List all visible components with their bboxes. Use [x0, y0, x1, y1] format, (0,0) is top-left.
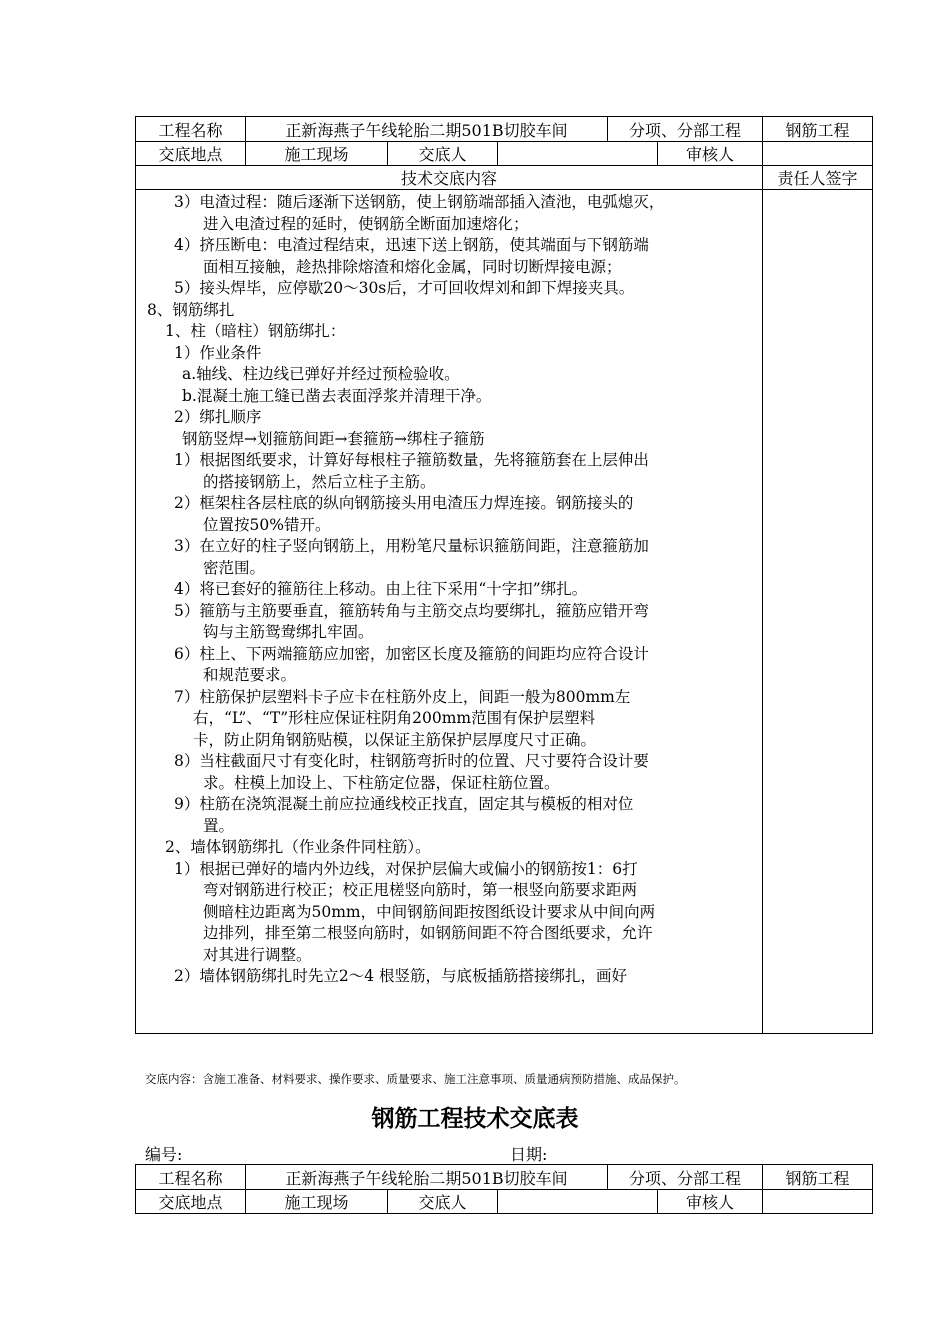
content-line: 7）柱筋保护层塑料卡子应卡在柱筋外皮上，间距一般为800mm左 — [174, 687, 631, 706]
presenter-value — [498, 1190, 658, 1214]
content-line: 6）柱上、下两端箍筋应加密，加密区长度及箍筋的间距均应符合设计 — [174, 644, 649, 663]
content-line: 进入电渣过程的延时，使钢筋全断面加速熔化； — [203, 214, 529, 233]
content-line: 2）框架柱各层柱底的纵向钢筋接头用电渣压力焊连接。钢筋接头的 — [174, 494, 634, 512]
sub-item-label: 分项、分部工程 — [608, 1165, 763, 1190]
content-line: 1）根据图纸要求，计算好每根柱子箍筋数量，先将箍筋套在上层伸出 — [174, 451, 649, 469]
sub-item-value: 钢筋工程 — [763, 117, 873, 142]
content-line: a.轴线、柱边线已弹好并经过预检验收。 — [182, 365, 460, 383]
project-name-label: 工程名称 — [136, 117, 246, 142]
location-label: 交底地点 — [136, 1190, 246, 1214]
content-line: 密范围。 — [203, 558, 266, 577]
content-line: 钩与主筋鸳鸯绑扎牢固。 — [203, 623, 374, 641]
table-row — [136, 117, 873, 142]
sub-item-value: 钢筋工程 — [763, 1165, 873, 1190]
location-value: 施工现场 — [246, 142, 388, 166]
content-line: 右，“L”、“T”形柱应保证柱阴角200mm范围有保护层塑料 — [193, 709, 596, 727]
content-line: 1）作业条件 — [174, 343, 262, 362]
content-line: 9）柱筋在浇筑混凝土前应拉通线校正找直，固定其与模板的相对位 — [174, 795, 634, 813]
reviewer-label: 审核人 — [658, 142, 763, 166]
content-body — [136, 190, 763, 1034]
location-value: 施工现场 — [246, 1190, 388, 1214]
content-line: 2）墙体钢筋绑扎时先立2～4 根竖筋，与底板插筋搭接绑扎，画好 — [174, 967, 628, 985]
sub-item-label: 分项、分部工程 — [608, 117, 763, 142]
presenter-value — [498, 142, 658, 166]
table-row — [136, 142, 873, 166]
reviewer-label: 审核人 — [658, 1190, 763, 1214]
content-line: 的搭接钢筋上，然后立柱子主筋。 — [203, 472, 436, 491]
content-line: 侧暗柱边距离为50mm，中间钢筋间距按图纸设计要求从中间向两 — [203, 902, 656, 921]
project-name-value: 正新海燕子午线轮胎二期501B切胶车间 — [246, 117, 608, 142]
disclosure-table — [135, 116, 873, 1034]
content-line: 置。 — [203, 816, 235, 835]
content-line: 4）挤压断电：电渣过程结束，迅速下送上钢筋，使其端面与下钢筋端 — [174, 236, 649, 254]
content-line: 求。柱模上加设上、下柱筋定位器，保证柱筋位置。 — [203, 773, 560, 792]
content-line: 弯对钢筋进行校正；校正甩槎竖向筋时，第一根竖向筋要求距两 — [203, 881, 638, 899]
signature-header: 责任人签字 — [763, 166, 873, 190]
content-line: 1、柱（暗柱）钢筋绑扎： — [165, 322, 346, 340]
disclosure-table-2 — [135, 1164, 873, 1214]
content-line: 3）电渣过程：随后逐渐下送钢筋，使上钢筋端部插入渣池，电弧熄灭， — [174, 193, 665, 211]
content-line: 4）将已套好的箍筋往上移动。由上往下采用“十字扣”绑扎。 — [174, 580, 588, 598]
page-title: 钢筋工程技术交底表 — [371, 1106, 579, 1132]
content-line: 面相互接触，趁热排除熔渣和熔化金属，同时切断焊接电源； — [203, 257, 622, 276]
content-line: 5）接头焊毕，应停歇20～30s后，才可回收焊刘和卸下焊接夹具。 — [174, 279, 635, 297]
number-label: 编号: — [145, 1145, 183, 1164]
table-row — [136, 1190, 873, 1214]
content-line: 对其进行调整。 — [203, 945, 312, 964]
reviewer-value — [763, 1190, 873, 1214]
signature-cell — [763, 190, 873, 1034]
content-line: 8、钢筋绑扎 — [147, 300, 235, 319]
presenter-label: 交底人 — [388, 142, 498, 166]
content-line: b.混凝土施工缝已凿去表面浮浆并清理干净。 — [182, 386, 492, 405]
date-label: 日期: — [510, 1145, 548, 1164]
footnote: 交底内容：含施工准备、材料要求、操作要求、质量要求、施工注意事项、质量通病预防措施、成品保护。 — [145, 1072, 686, 1086]
content-line: 卡，防止阴角钢筋贴模，以保证主筋保护层厚度尺寸正确。 — [193, 730, 597, 749]
content-line: 3）在立好的柱子竖向钢筋上，用粉笔尺量标识箍筋间距，注意箍筋加 — [174, 537, 649, 555]
content-line: 1）根据已弹好的墙内外边线，对保护层偏大或偏小的钢筋按1：6打 — [174, 859, 638, 878]
presenter-label: 交底人 — [388, 1190, 498, 1214]
content-line: 2）绑扎顺序 — [174, 408, 262, 426]
table-row — [136, 1165, 873, 1190]
project-name-label: 工程名称 — [136, 1165, 246, 1190]
location-label: 交底地点 — [136, 142, 246, 166]
project-name-value: 正新海燕子午线轮胎二期501B切胶车间 — [246, 1165, 608, 1190]
content-header: 技术交底内容 — [136, 166, 763, 190]
table-row — [136, 166, 873, 190]
content-line: 5）箍筋与主筋要垂直，箍筋转角与主筋交点均要绑扎，箍筋应错开弯 — [174, 601, 649, 620]
table-row — [136, 190, 873, 1034]
content-line: 边排列，排至第二根竖向筋时，如钢筋间距不符合图纸要求，允许 — [203, 924, 653, 942]
content-line: 位置按50%错开。 — [203, 515, 331, 534]
content-lines — [136, 190, 762, 988]
content-line: 8）当柱截面尺寸有变化时，柱钢筋弯折时的位置、尺寸要符合设计要 — [174, 752, 649, 770]
content-line: 钢筋竖焊→划箍筋间距→套箍筋→绑柱子箍筋 — [182, 429, 485, 448]
reviewer-value — [763, 142, 873, 166]
content-line: 2、墙体钢筋绑扎（作业条件同柱筋）。 — [165, 838, 431, 856]
content-line: 和规范要求。 — [203, 666, 297, 684]
